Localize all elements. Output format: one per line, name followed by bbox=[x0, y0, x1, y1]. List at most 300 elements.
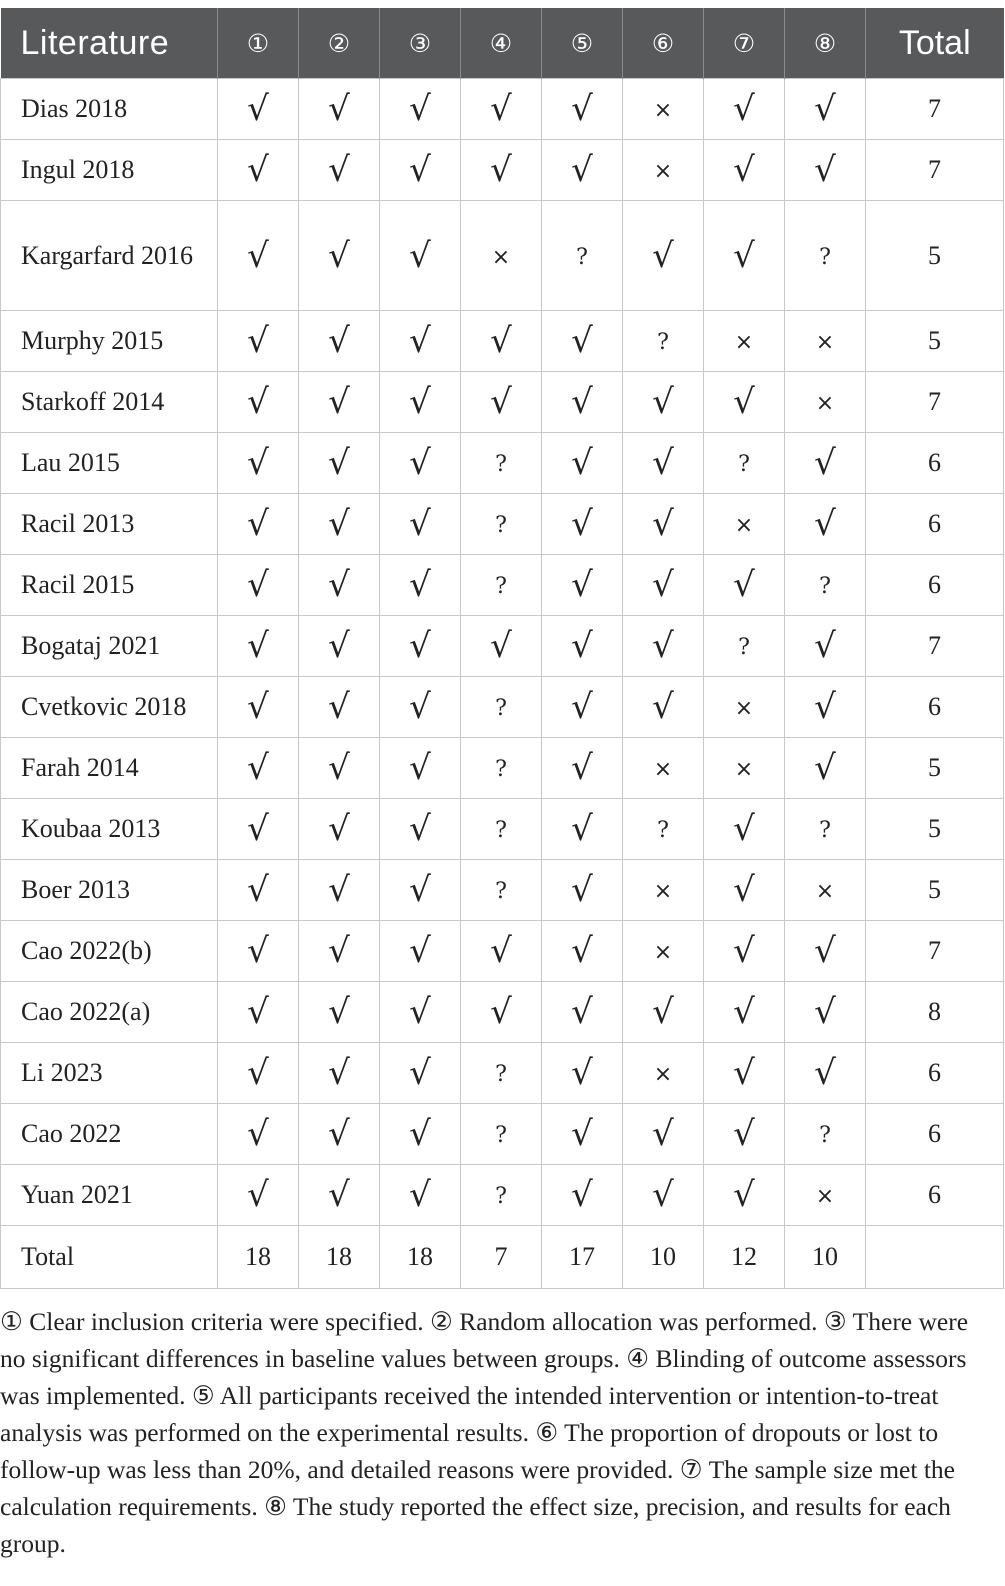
row-total-cell: 6 bbox=[866, 494, 1004, 555]
row-total-cell: 5 bbox=[866, 311, 1004, 372]
criterion-4-cell bbox=[461, 555, 542, 616]
check-mark-icon: √ bbox=[814, 626, 836, 666]
totals-cell-5: 17 bbox=[542, 1226, 623, 1289]
table-row bbox=[1, 372, 1004, 433]
criterion-5-cell bbox=[542, 79, 623, 140]
check-mark-icon: √ bbox=[733, 150, 755, 190]
check-mark-icon: √ bbox=[733, 89, 755, 129]
check-mark-icon: √ bbox=[652, 626, 674, 666]
row-total-cell: 7 bbox=[866, 616, 1004, 677]
check-mark-icon: √ bbox=[247, 1114, 269, 1154]
check-mark-icon: √ bbox=[328, 992, 350, 1032]
check-mark-icon: √ bbox=[328, 870, 350, 910]
criterion-8-cell bbox=[785, 201, 866, 311]
totals-cell-1: 18 bbox=[218, 1226, 299, 1289]
criterion-3-cell bbox=[380, 555, 461, 616]
criterion-7-cell bbox=[704, 79, 785, 140]
check-mark-icon: √ bbox=[409, 565, 431, 605]
criterion-4-cell bbox=[461, 79, 542, 140]
study-name-cell: Murphy 2015 bbox=[1, 311, 218, 372]
unclear-mark-icon: ? bbox=[657, 330, 669, 355]
row-total-cell: 8 bbox=[866, 982, 1004, 1043]
table-row bbox=[1, 860, 1004, 921]
criterion-5-cell bbox=[542, 311, 623, 372]
check-mark-icon: √ bbox=[733, 809, 755, 849]
unclear-mark-icon: ? bbox=[819, 818, 831, 843]
criterion-2-cell bbox=[299, 677, 380, 738]
table-row bbox=[1, 433, 1004, 494]
criterion-8-cell bbox=[785, 1104, 866, 1165]
check-mark-icon: √ bbox=[409, 809, 431, 849]
check-mark-icon: √ bbox=[490, 931, 512, 971]
criterion-6-cell bbox=[623, 1165, 704, 1226]
study-name-cell: Racil 2015 bbox=[1, 555, 218, 616]
criterion-8-cell bbox=[785, 1043, 866, 1104]
criterion-4-cell bbox=[461, 738, 542, 799]
criterion-4-cell bbox=[461, 1104, 542, 1165]
criterion-5-cell bbox=[542, 982, 623, 1043]
study-name-cell: Starkoff 2014 bbox=[1, 372, 218, 433]
check-mark-icon: √ bbox=[571, 748, 593, 788]
criterion-8-cell bbox=[785, 982, 866, 1043]
criterion-6-cell bbox=[623, 311, 704, 372]
criterion-6-cell bbox=[623, 201, 704, 311]
criterion-2-cell bbox=[299, 79, 380, 140]
table-row bbox=[1, 79, 1004, 140]
header-total: Total bbox=[866, 8, 1004, 79]
study-name-cell: Racil 2013 bbox=[1, 494, 218, 555]
check-mark-icon: √ bbox=[652, 504, 674, 544]
table-body bbox=[1, 79, 1004, 1226]
unclear-mark-icon: ? bbox=[495, 452, 507, 477]
criterion-2-cell bbox=[299, 201, 380, 311]
check-mark-icon: √ bbox=[490, 150, 512, 190]
check-mark-icon: √ bbox=[571, 443, 593, 483]
row-total-cell: 5 bbox=[866, 860, 1004, 921]
criterion-4-cell bbox=[461, 921, 542, 982]
cross-mark-icon: × bbox=[653, 159, 673, 184]
check-mark-icon: √ bbox=[814, 687, 836, 727]
cross-mark-icon: × bbox=[734, 513, 754, 538]
unclear-mark-icon: ? bbox=[495, 1184, 507, 1209]
criterion-3-cell bbox=[380, 1043, 461, 1104]
header-criterion-3: ③ bbox=[380, 8, 461, 79]
cross-mark-icon: × bbox=[653, 879, 673, 904]
check-mark-icon: √ bbox=[490, 89, 512, 129]
check-mark-icon: √ bbox=[328, 687, 350, 727]
check-mark-icon: √ bbox=[571, 321, 593, 361]
criterion-1-cell bbox=[218, 79, 299, 140]
study-name-cell: Cao 2022(b) bbox=[1, 921, 218, 982]
check-mark-icon: √ bbox=[247, 992, 269, 1032]
totals-label: Total bbox=[1, 1226, 218, 1289]
criterion-8-cell bbox=[785, 677, 866, 738]
study-name-cell: Li 2023 bbox=[1, 1043, 218, 1104]
check-mark-icon: √ bbox=[328, 1114, 350, 1154]
check-mark-icon: √ bbox=[247, 150, 269, 190]
criterion-8-cell bbox=[785, 140, 866, 201]
criterion-1-cell bbox=[218, 738, 299, 799]
criterion-2-cell bbox=[299, 372, 380, 433]
cross-mark-icon: × bbox=[653, 757, 673, 782]
cross-mark-icon: × bbox=[491, 244, 511, 270]
check-mark-icon: √ bbox=[571, 931, 593, 971]
check-mark-icon: √ bbox=[328, 235, 350, 276]
row-total-cell: 7 bbox=[866, 140, 1004, 201]
check-mark-icon: √ bbox=[814, 748, 836, 788]
check-mark-icon: √ bbox=[814, 992, 836, 1032]
criterion-5-cell bbox=[542, 494, 623, 555]
criterion-2-cell bbox=[299, 433, 380, 494]
check-mark-icon: √ bbox=[571, 687, 593, 727]
criterion-7-cell bbox=[704, 555, 785, 616]
study-name-cell: Boer 2013 bbox=[1, 860, 218, 921]
criterion-3-cell bbox=[380, 494, 461, 555]
criterion-1-cell bbox=[218, 799, 299, 860]
check-mark-icon: √ bbox=[247, 809, 269, 849]
check-mark-icon: √ bbox=[328, 626, 350, 666]
criterion-7-cell bbox=[704, 860, 785, 921]
table-row bbox=[1, 921, 1004, 982]
check-mark-icon: √ bbox=[328, 931, 350, 971]
check-mark-icon: √ bbox=[652, 992, 674, 1032]
criterion-7-cell bbox=[704, 1165, 785, 1226]
check-mark-icon: √ bbox=[328, 565, 350, 605]
header-criterion-7: ⑦ bbox=[704, 8, 785, 79]
check-mark-icon: √ bbox=[247, 321, 269, 361]
unclear-mark-icon: ? bbox=[495, 574, 507, 599]
study-name-cell: Koubaa 2013 bbox=[1, 799, 218, 860]
check-mark-icon: √ bbox=[733, 1114, 755, 1154]
criterion-6-cell bbox=[623, 140, 704, 201]
check-mark-icon: √ bbox=[328, 89, 350, 129]
totals-cell-8: 10 bbox=[785, 1226, 866, 1289]
criterion-1-cell bbox=[218, 860, 299, 921]
criterion-8-cell bbox=[785, 79, 866, 140]
criterion-7-cell bbox=[704, 433, 785, 494]
criterion-3-cell bbox=[380, 616, 461, 677]
study-name-cell: Lau 2015 bbox=[1, 433, 218, 494]
criterion-3-cell bbox=[380, 921, 461, 982]
check-mark-icon: √ bbox=[571, 565, 593, 605]
totals-cell-6: 10 bbox=[623, 1226, 704, 1289]
criterion-2-cell bbox=[299, 982, 380, 1043]
cross-mark-icon: × bbox=[653, 1062, 673, 1087]
criterion-6-cell bbox=[623, 79, 704, 140]
check-mark-icon: √ bbox=[733, 931, 755, 971]
criterion-7-cell bbox=[704, 201, 785, 311]
criterion-2-cell bbox=[299, 616, 380, 677]
header-criterion-8: ⑧ bbox=[785, 8, 866, 79]
check-mark-icon: √ bbox=[328, 748, 350, 788]
criterion-2-cell bbox=[299, 1165, 380, 1226]
check-mark-icon: √ bbox=[409, 748, 431, 788]
criterion-6-cell bbox=[623, 372, 704, 433]
criterion-2-cell bbox=[299, 921, 380, 982]
check-mark-icon: √ bbox=[328, 504, 350, 544]
criterion-5-cell bbox=[542, 921, 623, 982]
criterion-1-cell bbox=[218, 616, 299, 677]
table-row bbox=[1, 982, 1004, 1043]
check-mark-icon: √ bbox=[733, 1053, 755, 1093]
check-mark-icon: √ bbox=[814, 504, 836, 544]
criterion-1-cell bbox=[218, 921, 299, 982]
row-total-cell: 7 bbox=[866, 79, 1004, 140]
criterion-4-cell bbox=[461, 311, 542, 372]
criterion-4-cell bbox=[461, 372, 542, 433]
check-mark-icon: √ bbox=[571, 870, 593, 910]
check-mark-icon: √ bbox=[409, 870, 431, 910]
criterion-1-cell bbox=[218, 677, 299, 738]
criterion-7-cell bbox=[704, 616, 785, 677]
table-row bbox=[1, 677, 1004, 738]
criterion-2-cell bbox=[299, 799, 380, 860]
check-mark-icon: √ bbox=[733, 870, 755, 910]
table-row bbox=[1, 1165, 1004, 1226]
check-mark-icon: √ bbox=[733, 565, 755, 605]
study-name-cell: Kargarfard 2016 bbox=[1, 201, 218, 311]
check-mark-icon: √ bbox=[490, 382, 512, 422]
check-mark-icon: √ bbox=[409, 1175, 431, 1215]
check-mark-icon: √ bbox=[247, 235, 269, 276]
table-row bbox=[1, 616, 1004, 677]
criterion-7-cell bbox=[704, 494, 785, 555]
unclear-mark-icon: ? bbox=[495, 818, 507, 843]
table-row bbox=[1, 1104, 1004, 1165]
criterion-6-cell bbox=[623, 1043, 704, 1104]
criterion-1-cell bbox=[218, 1043, 299, 1104]
check-mark-icon: √ bbox=[652, 1175, 674, 1215]
row-total-cell: 6 bbox=[866, 677, 1004, 738]
criterion-7-cell bbox=[704, 799, 785, 860]
table-row bbox=[1, 738, 1004, 799]
check-mark-icon: √ bbox=[814, 443, 836, 483]
check-mark-icon: √ bbox=[571, 626, 593, 666]
unclear-mark-icon: ? bbox=[495, 757, 507, 782]
unclear-mark-icon: ? bbox=[657, 818, 669, 843]
criterion-2-cell bbox=[299, 555, 380, 616]
criterion-5-cell bbox=[542, 1165, 623, 1226]
check-mark-icon: √ bbox=[571, 89, 593, 129]
cross-mark-icon: × bbox=[815, 1184, 835, 1209]
criterion-5-cell bbox=[542, 860, 623, 921]
unclear-mark-icon: ? bbox=[738, 635, 750, 660]
criterion-8-cell bbox=[785, 1165, 866, 1226]
cross-mark-icon: × bbox=[734, 757, 754, 782]
quality-assessment-table bbox=[0, 8, 1004, 1289]
criterion-3-cell bbox=[380, 799, 461, 860]
criterion-5-cell bbox=[542, 799, 623, 860]
criterion-6-cell bbox=[623, 433, 704, 494]
criterion-3-cell bbox=[380, 982, 461, 1043]
check-mark-icon: √ bbox=[652, 382, 674, 422]
criterion-7-cell bbox=[704, 738, 785, 799]
criterion-5-cell bbox=[542, 1043, 623, 1104]
criterion-4-cell bbox=[461, 140, 542, 201]
criterion-5-cell bbox=[542, 555, 623, 616]
check-mark-icon: √ bbox=[409, 687, 431, 727]
check-mark-icon: √ bbox=[328, 150, 350, 190]
study-name-cell: Yuan 2021 bbox=[1, 1165, 218, 1226]
totals-cell-total bbox=[866, 1226, 1004, 1289]
header-criterion-5: ⑤ bbox=[542, 8, 623, 79]
cross-mark-icon: × bbox=[734, 696, 754, 721]
check-mark-icon: √ bbox=[571, 809, 593, 849]
check-mark-icon: √ bbox=[490, 626, 512, 666]
unclear-mark-icon: ? bbox=[819, 244, 831, 270]
table-row bbox=[1, 1043, 1004, 1104]
study-name-cell: Dias 2018 bbox=[1, 79, 218, 140]
check-mark-icon: √ bbox=[490, 321, 512, 361]
criterion-6-cell bbox=[623, 738, 704, 799]
check-mark-icon: √ bbox=[409, 89, 431, 129]
criterion-5-cell bbox=[542, 738, 623, 799]
criterion-3-cell bbox=[380, 201, 461, 311]
header-criterion-1: ① bbox=[218, 8, 299, 79]
criterion-3-cell bbox=[380, 860, 461, 921]
check-mark-icon: √ bbox=[652, 687, 674, 727]
check-mark-icon: √ bbox=[328, 443, 350, 483]
check-mark-icon: √ bbox=[247, 687, 269, 727]
row-total-cell: 6 bbox=[866, 1043, 1004, 1104]
check-mark-icon: √ bbox=[328, 321, 350, 361]
criterion-1-cell bbox=[218, 555, 299, 616]
criterion-4-cell bbox=[461, 982, 542, 1043]
check-mark-icon: √ bbox=[571, 382, 593, 422]
criterion-1-cell bbox=[218, 1165, 299, 1226]
criterion-2-cell bbox=[299, 738, 380, 799]
criterion-2-cell bbox=[299, 1043, 380, 1104]
criterion-7-cell bbox=[704, 1043, 785, 1104]
criterion-6-cell bbox=[623, 982, 704, 1043]
criterion-2-cell bbox=[299, 1104, 380, 1165]
criterion-6-cell bbox=[623, 1104, 704, 1165]
study-name-cell: Cao 2022(a) bbox=[1, 982, 218, 1043]
check-mark-icon: √ bbox=[814, 150, 836, 190]
criterion-4-cell bbox=[461, 1165, 542, 1226]
criterion-5-cell bbox=[542, 433, 623, 494]
check-mark-icon: √ bbox=[328, 382, 350, 422]
header-criterion-4: ④ bbox=[461, 8, 542, 79]
check-mark-icon: √ bbox=[247, 443, 269, 483]
table-row bbox=[1, 311, 1004, 372]
row-total-cell: 6 bbox=[866, 1165, 1004, 1226]
check-mark-icon: √ bbox=[571, 504, 593, 544]
cross-mark-icon: × bbox=[653, 940, 673, 965]
check-mark-icon: √ bbox=[409, 150, 431, 190]
criterion-4-cell bbox=[461, 201, 542, 311]
criterion-6-cell bbox=[623, 799, 704, 860]
criterion-7-cell bbox=[704, 1104, 785, 1165]
check-mark-icon: √ bbox=[652, 1114, 674, 1154]
criterion-6-cell bbox=[623, 860, 704, 921]
check-mark-icon: √ bbox=[409, 626, 431, 666]
criterion-6-cell bbox=[623, 555, 704, 616]
check-mark-icon: √ bbox=[247, 1053, 269, 1093]
totals-cell-2: 18 bbox=[299, 1226, 380, 1289]
check-mark-icon: √ bbox=[814, 931, 836, 971]
criterion-5-cell bbox=[542, 616, 623, 677]
check-mark-icon: √ bbox=[571, 992, 593, 1032]
check-mark-icon: √ bbox=[733, 1175, 755, 1215]
totals-cell-3: 18 bbox=[380, 1226, 461, 1289]
check-mark-icon: √ bbox=[247, 931, 269, 971]
study-name-cell: Ingul 2018 bbox=[1, 140, 218, 201]
cross-mark-icon: × bbox=[815, 879, 835, 904]
criterion-8-cell bbox=[785, 738, 866, 799]
check-mark-icon: √ bbox=[247, 626, 269, 666]
check-mark-icon: √ bbox=[571, 1114, 593, 1154]
criterion-2-cell bbox=[299, 140, 380, 201]
criterion-5-cell bbox=[542, 1104, 623, 1165]
check-mark-icon: √ bbox=[733, 235, 755, 276]
criterion-3-cell bbox=[380, 1165, 461, 1226]
unclear-mark-icon: ? bbox=[495, 1123, 507, 1148]
criterion-1-cell bbox=[218, 433, 299, 494]
check-mark-icon: √ bbox=[571, 1175, 593, 1215]
criterion-3-cell bbox=[380, 140, 461, 201]
check-mark-icon: √ bbox=[409, 1114, 431, 1154]
row-total-cell: 6 bbox=[866, 555, 1004, 616]
row-total-cell: 7 bbox=[866, 921, 1004, 982]
criterion-3-cell bbox=[380, 677, 461, 738]
criterion-5-cell bbox=[542, 677, 623, 738]
unclear-mark-icon: ? bbox=[495, 513, 507, 538]
criterion-6-cell bbox=[623, 494, 704, 555]
criterion-1-cell bbox=[218, 140, 299, 201]
criterion-8-cell bbox=[785, 433, 866, 494]
cross-mark-icon: × bbox=[734, 330, 754, 355]
check-mark-icon: √ bbox=[409, 235, 431, 276]
criterion-3-cell bbox=[380, 433, 461, 494]
criterion-3-cell bbox=[380, 311, 461, 372]
criterion-4-cell bbox=[461, 860, 542, 921]
criterion-7-cell bbox=[704, 372, 785, 433]
check-mark-icon: √ bbox=[409, 321, 431, 361]
check-mark-icon: √ bbox=[328, 809, 350, 849]
check-mark-icon: √ bbox=[733, 382, 755, 422]
totals-cell-7: 12 bbox=[704, 1226, 785, 1289]
table-footnote: ① Clear inclusion criteria were specified. ② Random allocation was performed. ③ There were no significant differences in baseline values between groups. ④ Blinding of outcome assessors was implemented. ⑤ All participants received the intended intervention or intention-to-treat analysis was performed on the experimental results. ⑥ The proportion of dropouts or lost to follow-up was less than 20%, and detailed reasons were provided. ⑦ The sample size met the calculation requirements. ⑧ The study reported the effect size, precision, and results for each group. bbox=[0, 1307, 969, 1558]
check-mark-icon: √ bbox=[652, 235, 674, 276]
criterion-4-cell bbox=[461, 799, 542, 860]
check-mark-icon: √ bbox=[652, 565, 674, 605]
check-mark-icon: √ bbox=[733, 992, 755, 1032]
criterion-8-cell bbox=[785, 860, 866, 921]
criterion-5-cell bbox=[542, 140, 623, 201]
criterion-4-cell bbox=[461, 616, 542, 677]
check-mark-icon: √ bbox=[409, 443, 431, 483]
criterion-8-cell bbox=[785, 372, 866, 433]
criterion-7-cell bbox=[704, 677, 785, 738]
study-name-cell: Cvetkovic 2018 bbox=[1, 677, 218, 738]
check-mark-icon: √ bbox=[490, 992, 512, 1032]
criterion-8-cell bbox=[785, 616, 866, 677]
check-mark-icon: √ bbox=[571, 150, 593, 190]
unclear-mark-icon: ? bbox=[576, 244, 588, 270]
row-total-cell: 5 bbox=[866, 738, 1004, 799]
check-mark-icon: √ bbox=[409, 992, 431, 1032]
criterion-1-cell bbox=[218, 1104, 299, 1165]
criterion-6-cell bbox=[623, 677, 704, 738]
cross-mark-icon: × bbox=[815, 330, 835, 355]
criterion-8-cell bbox=[785, 799, 866, 860]
unclear-mark-icon: ? bbox=[819, 1123, 831, 1148]
check-mark-icon: √ bbox=[247, 504, 269, 544]
criterion-1-cell bbox=[218, 372, 299, 433]
criterion-4-cell bbox=[461, 677, 542, 738]
row-total-cell: 5 bbox=[866, 201, 1004, 311]
